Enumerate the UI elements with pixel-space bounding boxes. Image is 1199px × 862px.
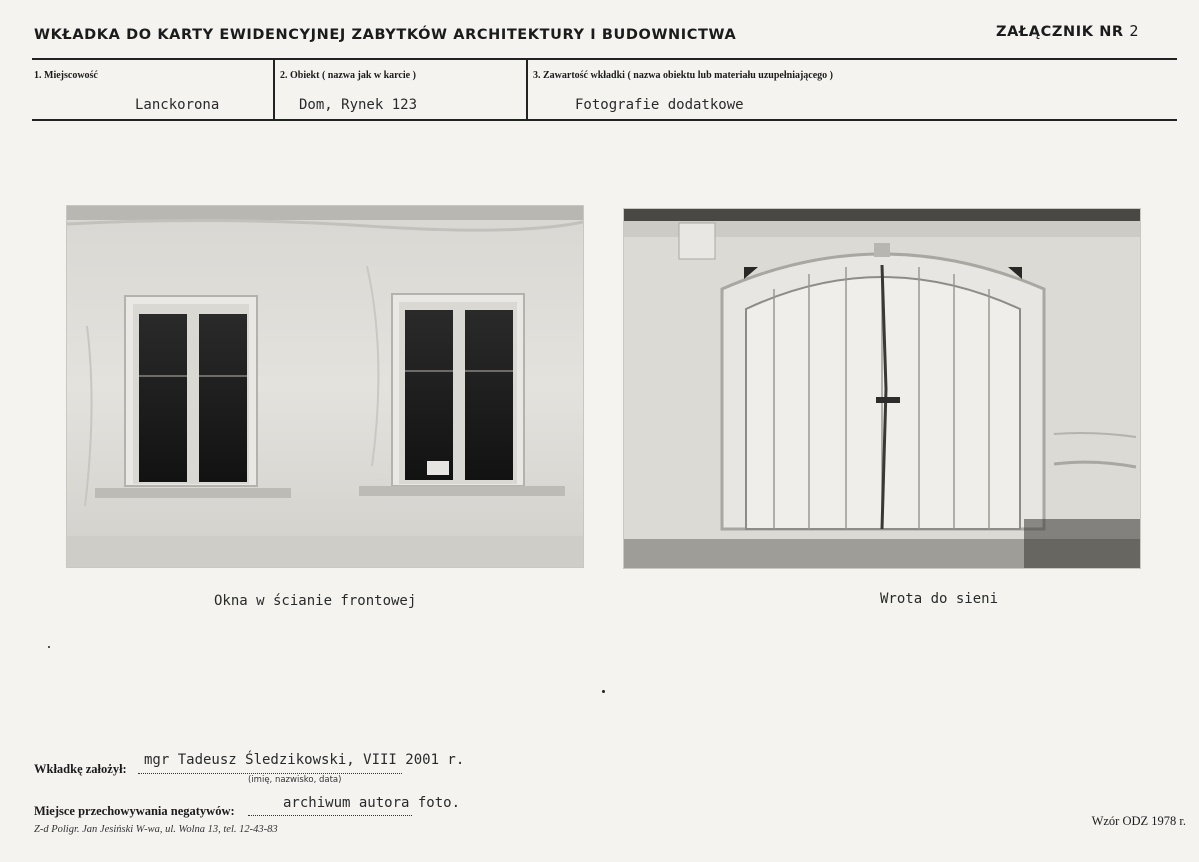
negatives-dotted-line [248, 815, 412, 816]
field-divider-1 [273, 59, 275, 120]
header-top-rule [32, 58, 1177, 60]
created-by-label: Wkładkę założył: [34, 762, 127, 776]
field-divider-2 [526, 59, 528, 120]
header-bottom-rule [32, 119, 1177, 121]
photo-windows-caption: Okna w ścianie frontowej [214, 593, 417, 609]
created-by-hint: (imię, nazwisko, data) [248, 775, 342, 785]
printer-info: Z-d Poligr. Jan Jesiński W-wa, ul. Wolna 13, tel. 12-43-83 [34, 824, 278, 835]
windows-photo-image [67, 206, 583, 567]
created-by-dotted-line [138, 773, 402, 774]
negatives-location-label: Miejsce przechowywania negatywów: [34, 804, 235, 818]
field-object-label: 2. Obiekt ( nazwa jak w karcie ) [280, 70, 416, 81]
field-locality-value: Lanckorona [135, 97, 220, 113]
form-pattern-number: Wzór ODZ 1978 r. [1091, 814, 1186, 828]
paper-speck [48, 646, 50, 648]
annex-label [996, 22, 1139, 40]
gate-photo-image [624, 209, 1140, 568]
field-contents-value: Fotografie dodatkowe [575, 97, 744, 113]
photo-gate-caption: Wrota do sieni [880, 591, 999, 607]
created-by-value: mgr Tadeusz Śledzikowski, VIII 2001 r. [144, 752, 465, 768]
field-locality-label: 1. Miejscowość [34, 70, 98, 81]
photo-windows [66, 205, 584, 568]
field-object-value: Dom, Rynek 123 [299, 97, 418, 113]
annex-label-text: ZAŁĄCZNIK NR [995, 24, 1124, 40]
photo-gate [623, 208, 1141, 569]
annex-number: 2 [1129, 22, 1139, 40]
paper-speck [602, 690, 605, 693]
negatives-location-value: archiwum autora foto. [283, 795, 461, 811]
field-contents-label: 3. Zawartość wkładki ( nazwa obiektu lub materiału uzupełniającego ) [533, 70, 834, 81]
document-title: WKŁADKA DO KARTY EWIDENCYJNEJ ZABYTKÓW ARCHITEKTURY I BUDOWNICTWA [34, 27, 737, 43]
